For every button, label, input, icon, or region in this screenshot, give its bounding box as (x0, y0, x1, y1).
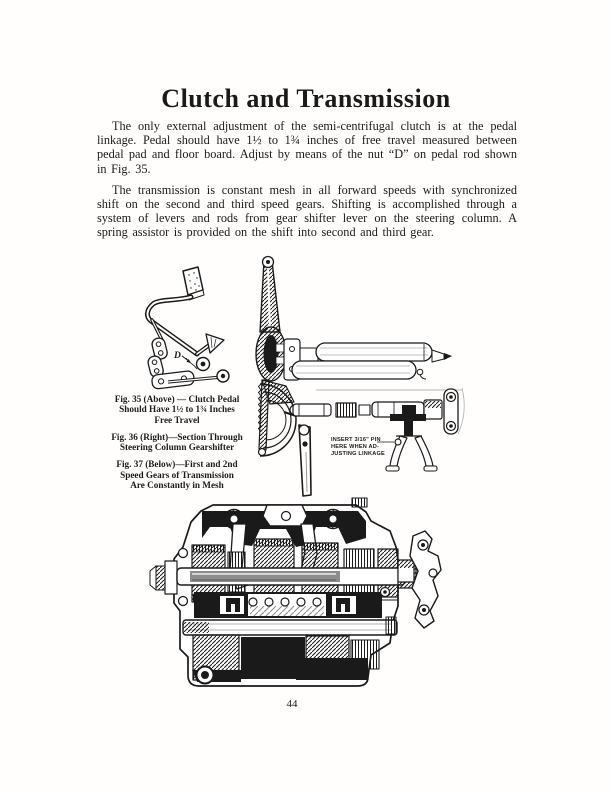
fig36-caption (98, 432, 256, 453)
caption-line: Speed Gears of Transmission (120, 469, 234, 480)
caption-line: Steering Column Gearshifter (119, 442, 235, 453)
gearshifter-drawing (256, 257, 464, 497)
page-number: 44 (286, 698, 298, 710)
body-text (97, 119, 517, 247)
fig36-note-line: JUSTING LINKAGE (331, 451, 385, 457)
fig36-note-line: HERE WHEN AD- (331, 444, 380, 450)
page-title: Clutch and Transmission (161, 84, 451, 113)
fig36-note-line: INSERT 3/16" PIN (331, 437, 381, 443)
caption-line: Should Have 1½ to 1¾ Inches (119, 404, 235, 415)
body-paragraph-1: The only external adjustment of the semi-centrifugal clutch is at the pedal linkage. Pedal should have 1½ to 1¾ inches of free travel measured between pedal pad and floor board. Adjust by means of the nut “D” on pedal rod shown in Fig. 35. (97, 119, 517, 176)
fig35-caption (98, 394, 256, 425)
transmission-drawing (150, 498, 441, 686)
caption-line: Free Travel (154, 414, 200, 425)
caption-line: Fig. 35 (Above) — Clutch Pedal (114, 394, 240, 404)
clutch-pedal-drawing (147, 267, 229, 389)
caption-line: Fig. 37 (Below)—First and 2nd (116, 459, 238, 470)
body-paragraph-2: The transmission is constant mesh in all forward speeds with synchronized shift on the second and third speed gears. Shifting is accomplished through a system of levers and rods from gear shifter lever on the steering column. A spring assistor is provided on the shift into second and third gear. (97, 182, 517, 240)
fig37-illustration (148, 477, 448, 695)
caption-line: Are Constantly in Mesh (130, 480, 224, 491)
fig35-adjust-nut-label: D (174, 351, 181, 361)
caption-line: Fig. 36 (Right)—Section Through (111, 431, 243, 442)
